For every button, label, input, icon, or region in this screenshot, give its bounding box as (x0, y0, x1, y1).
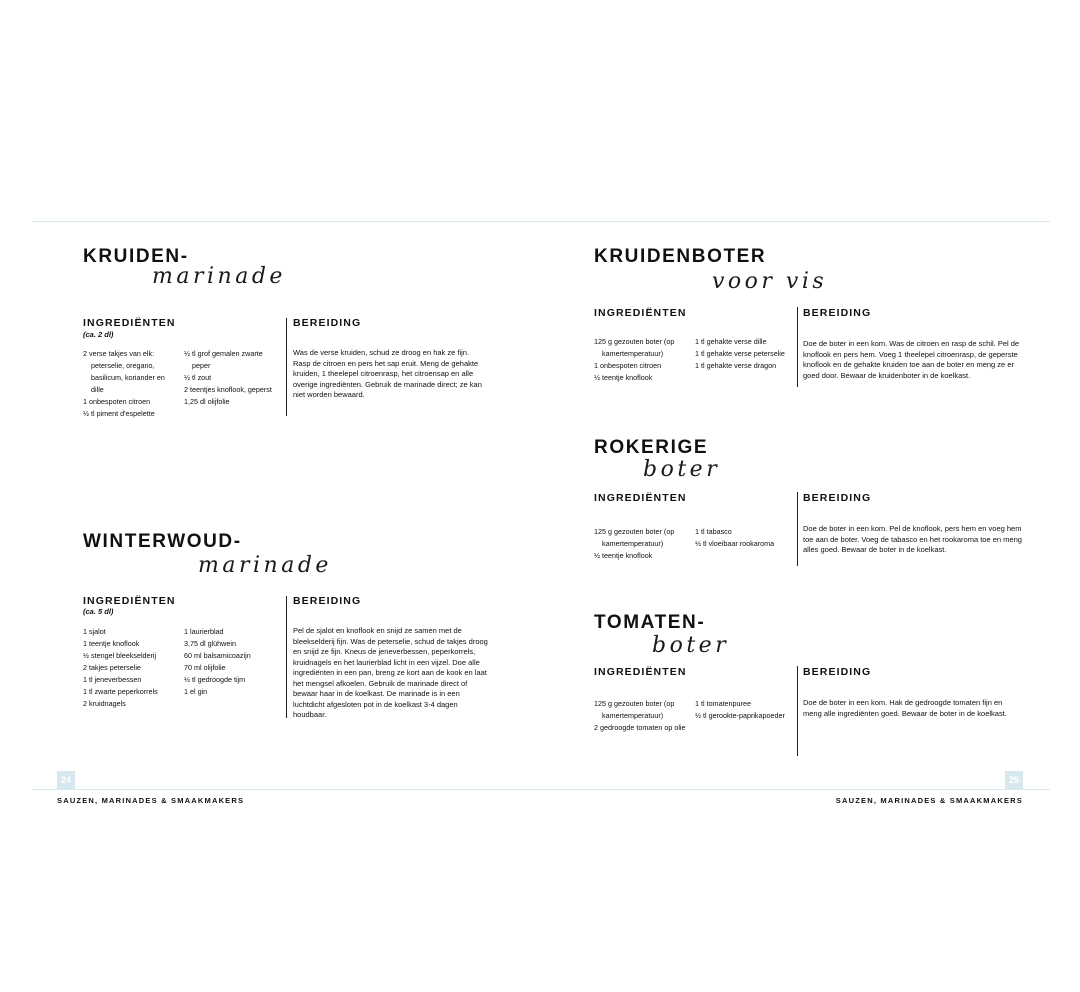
ingredient-item: 1 onbespoten citroen (83, 397, 151, 406)
ingredient-item: 2 teentjes knoflook, geperst (184, 385, 272, 394)
preparation-heading: BEREIDING (293, 317, 362, 329)
ingredient-item: ½ tl gedroogde tijm (184, 675, 246, 684)
ingredient-item: 1 tl gehakte verse dragon (695, 361, 777, 370)
column-divider (286, 318, 287, 416)
ingredient-item: 125 g gezouten boter (op kamertemperatuur) (594, 337, 675, 358)
ingredient-item: 1 laurierblad (184, 627, 224, 636)
column-divider (797, 492, 798, 566)
ingredient-list-1 (594, 336, 688, 384)
ingredient-item: 125 g gezouten boter (op kamertemperatuur) (594, 699, 675, 720)
recipe-subtitle-script: voor vis (712, 269, 828, 294)
ingredient-list-2 (695, 526, 791, 550)
recipe-title: ROKERIGE (594, 437, 709, 458)
recipe-subtitle-script: marinade (198, 553, 332, 578)
ingredient-item: 2 verse takjes van elk: peterselie, oregano, basilicum, koriander en dille (83, 349, 165, 394)
column-divider (286, 596, 287, 718)
ingredient-item: 1 sjalot (83, 627, 106, 636)
ingredients-heading: INGREDIËNTEN (83, 595, 176, 607)
bottom-divider (32, 789, 1050, 790)
recipe-title: KRUIDENBOTER (594, 246, 767, 267)
ingredient-item: 1 tl tomatenpuree (695, 699, 751, 708)
ingredient-item: 1 tl gehakte verse peterselie (695, 349, 785, 358)
ingredient-item: 1,25 dl olijfolie (184, 397, 230, 406)
yield-note: (ca. 2 dl) (83, 330, 114, 339)
preparation-text: Doe de boter in een kom. Hak de gedroogde tomaten fijn en meng alle ingrediënten goed. Bewaar de boter in de koelkast. (803, 698, 1007, 718)
ingredient-list-1 (594, 698, 688, 734)
ingredient-list-2 (184, 626, 276, 698)
ingredient-list-2 (695, 336, 791, 372)
ingredient-list-2 (184, 348, 276, 408)
preparation-heading: BEREIDING (803, 666, 872, 678)
ingredients-heading: INGREDIËNTEN (594, 492, 687, 504)
running-footer-right: SAUZEN, MARINADES & SMAAKMAKERS (835, 796, 1023, 805)
top-divider (32, 221, 1050, 222)
preparation-heading: BEREIDING (803, 492, 872, 504)
preparation-text: Was de verse kruiden, schud ze droog en hak ze fijn. Rasp de citroen en pers het sap eruit. Meng de gehakte kruiden, 1 theelepel citroenrasp, het citroensap en alle overige ingrediënten. Gebruik de marinade direct; ze kan niet worden bewaard. (293, 348, 482, 399)
ingredient-item: 125 g gezouten boter (op kamertemperatuur) (594, 527, 675, 548)
ingredient-item: ½ tl piment d'espelette (83, 409, 155, 418)
preparation-text: Pel de sjalot en knoflook en snijd ze samen met de bleekselderij fijn. Was de peterselie, schud de takjes droog en snijd ze fijn. Kneus de jeneverbessen, peperkorrels, kruidnagels en het laurierblad licht in een vijzel. Doe alle ingrediënten in een pan, breng ze kort aan de kook en laat het mengsel afkoelen. Gebruik de marinade direct of bewaar haar in de koelkast. De marinade is in een luchtdicht afgesloten pot in de koelkast 3-4 dagen houdbaar. (293, 626, 488, 719)
ingredient-item: 3,75 dl glühwein (184, 639, 236, 648)
recipe-subtitle-script: boter (643, 457, 721, 482)
ingredient-item: 60 ml balsamicoazijn (184, 651, 251, 660)
recipe-subtitle-script: marinade (152, 264, 286, 289)
ingredients-heading: INGREDIËNTEN (594, 666, 687, 678)
ingredients-heading: INGREDIËNTEN (83, 317, 176, 329)
ingredient-item: ½ tl grof gemalen zwarte peper (184, 349, 263, 370)
preparation-heading: BEREIDING (803, 307, 872, 319)
ingredient-item: 1 tl tabasco (695, 527, 732, 536)
recipe-title: KRUIDEN- (83, 246, 189, 267)
ingredient-item: 1 tl jeneverbessen (83, 675, 142, 684)
column-divider (797, 666, 798, 756)
ingredient-item: 70 ml olijfolie (184, 663, 226, 672)
recipe-subtitle-script: boter (652, 633, 730, 658)
ingredient-item: ½ tl zout (184, 373, 212, 382)
ingredient-list-2 (695, 698, 791, 722)
preparation-text: Doe de boter in een kom. Pel de knoflook, pers hem en voeg hem toe aan de boter. Voeg de tabasco en het rookaroma toe en meng alles goed. Bewaar de boter in de koelkast. (803, 524, 1022, 554)
ingredient-item: ½ tl gerookte-paprikapoeder (695, 711, 785, 720)
ingredient-item: ½ stengel bleekselderij (83, 651, 157, 660)
ingredient-item: 2 gedroogde tomaten op olie (594, 723, 686, 732)
ingredient-item: 1 onbespoten citroen (594, 361, 662, 370)
page-number-left: 24 (57, 771, 75, 789)
page-number-right: 25 (1005, 771, 1023, 789)
ingredient-item: 1 tl zwarte peperkorrels (83, 687, 158, 696)
ingredient-item: 1 tl gehakte verse dille (695, 337, 767, 346)
preparation-text: Doe de boter in een kom. Was de citroen en rasp de schil. Pel de knoflook en pers hem. Voeg 1 theelepel citroenrasp, de geperste knoflook en de gehakte kruiden toe aan de boter en meng ze er goed door. Bewaar de kruidenboter in de koelkast. (803, 339, 1020, 380)
ingredient-list-1 (594, 526, 688, 562)
ingredient-item: ½ teentje knoflook (594, 551, 653, 560)
recipe-title: WINTERWOUD- (83, 531, 242, 552)
ingredients-heading: INGREDIËNTEN (594, 307, 687, 319)
ingredient-item: ½ teentje knoflook (594, 373, 653, 382)
preparation-heading: BEREIDING (293, 595, 362, 607)
running-footer-left: SAUZEN, MARINADES & SMAAKMAKERS (57, 796, 245, 805)
ingredient-item: 2 kruidnagels (83, 699, 126, 708)
yield-note: (ca. 5 dl) (83, 607, 114, 616)
ingredient-item: 2 takjes peterselie (83, 663, 141, 672)
recipe-title: TOMATEN- (594, 612, 706, 633)
ingredient-item: 1 el gin (184, 687, 208, 696)
ingredient-list-1 (83, 626, 178, 710)
column-divider (797, 307, 798, 387)
ingredient-item: ½ tl vloeibaar rookaroma (695, 539, 775, 548)
ingredient-list-1 (83, 348, 178, 420)
ingredient-item: 1 teentje knoflook (83, 639, 140, 648)
